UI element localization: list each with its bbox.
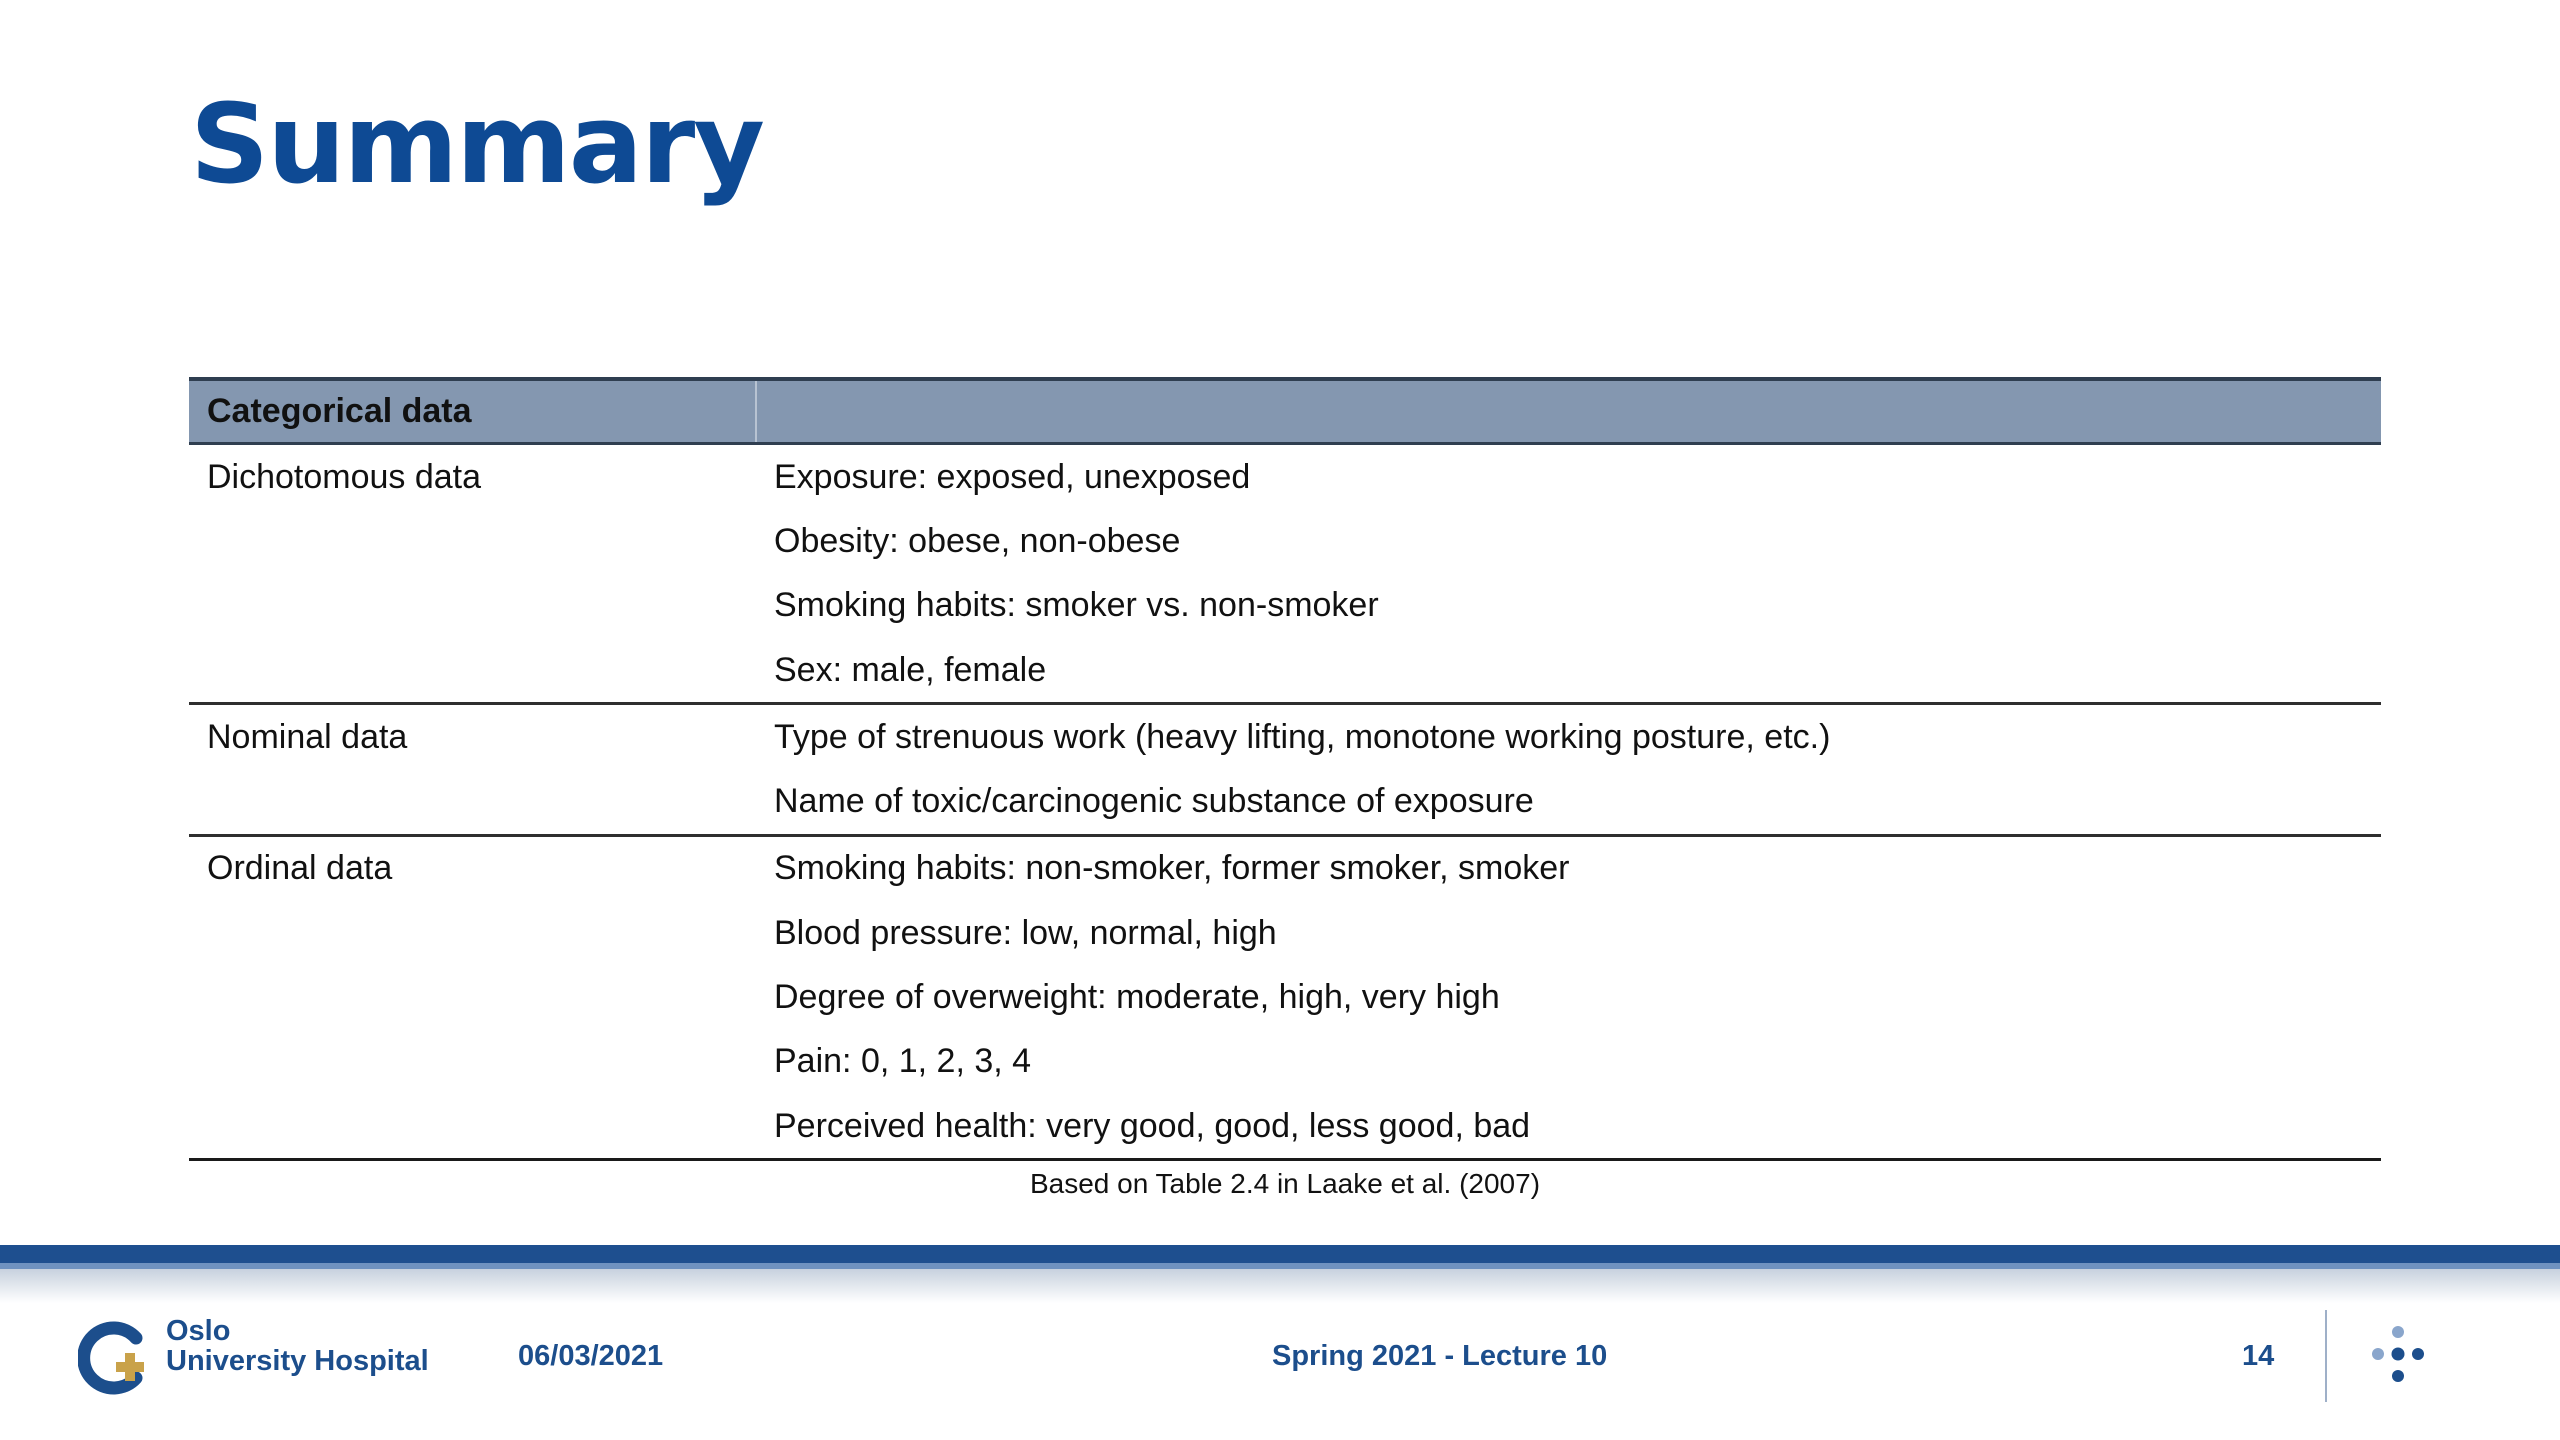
example-cell: Smoking habits: non-smoker, former smoker, smoker [774, 849, 1570, 888]
example-cell: Perceived health: very good, good, less good, bad [756, 1094, 2381, 1160]
table-row [189, 835, 2381, 901]
example-cell: Obesity: obese, non-obese [774, 521, 1181, 560]
footer-bar-gradient [0, 1269, 2560, 1303]
table-row [189, 1094, 2381, 1160]
table-header-category: Categorical data [189, 379, 756, 444]
table-caption: Based on Table 2.4 in Laake et al. (2007) [1029, 1168, 1541, 1199]
table-row [189, 509, 2381, 573]
example-cell: Type of strenuous work (heavy lifting, monotone working posture, etc.) [774, 717, 1831, 756]
footer-bar-dark [0, 1245, 2560, 1263]
table-row [189, 638, 2381, 704]
footer-page-number: 14 [2242, 1340, 2275, 1372]
categorical-data-table-wrap [189, 377, 2381, 1161]
empty-cell [189, 1030, 756, 1094]
logo-text [166, 1316, 429, 1376]
empty-cell [189, 965, 756, 1029]
footer-course: Spring 2021 - Lecture 10 [1272, 1340, 1608, 1372]
table-header-row [189, 379, 2381, 444]
example-cell: Blood pressure: low, normal, high [774, 913, 1277, 952]
table-row [189, 574, 2381, 638]
empty-cell [189, 574, 756, 638]
table-row [189, 769, 2381, 835]
example-cell: Degree of overweight: moderate, high, very high [774, 978, 1500, 1017]
footer-date: 06/03/2021 [518, 1340, 664, 1372]
example-cell: Name of toxic/carcinogenic substance of exposure [756, 769, 2381, 835]
category-cell-nominal: Nominal data [207, 717, 408, 756]
footer-divider [2325, 1310, 2327, 1402]
table-row [189, 965, 2381, 1029]
category-cell-ordinal: Ordinal data [207, 849, 393, 888]
category-cell-dichotomous: Dichotomous data [207, 457, 482, 496]
logo-line-oslo: Oslo [166, 1315, 231, 1347]
empty-cell [189, 509, 756, 573]
empty-cell [189, 769, 756, 835]
example-cell: Exposure: exposed, unexposed [774, 457, 1251, 496]
empty-cell [189, 901, 756, 965]
table-header-examples [756, 379, 2381, 444]
example-cell: Smoking habits: smoker vs. non-smoker [774, 586, 1379, 625]
logo-line-university-hospital: University Hospital [166, 1345, 429, 1377]
example-cell: Pain: 0, 1, 2, 3, 4 [774, 1042, 1032, 1081]
table-row [189, 1030, 2381, 1094]
hospital-logo [78, 1316, 438, 1396]
empty-cell [189, 1094, 756, 1160]
slide-title: Summary [190, 80, 763, 208]
table-row [189, 704, 2381, 770]
oslo-university-hospital-logo-icon [78, 1316, 158, 1396]
table-row [189, 444, 2381, 510]
empty-cell [189, 638, 756, 704]
categorical-data-table [189, 377, 2381, 1161]
table-row [189, 901, 2381, 965]
dots-cluster-icon [2368, 1324, 2428, 1388]
example-cell: Sex: male, female [756, 638, 2381, 704]
